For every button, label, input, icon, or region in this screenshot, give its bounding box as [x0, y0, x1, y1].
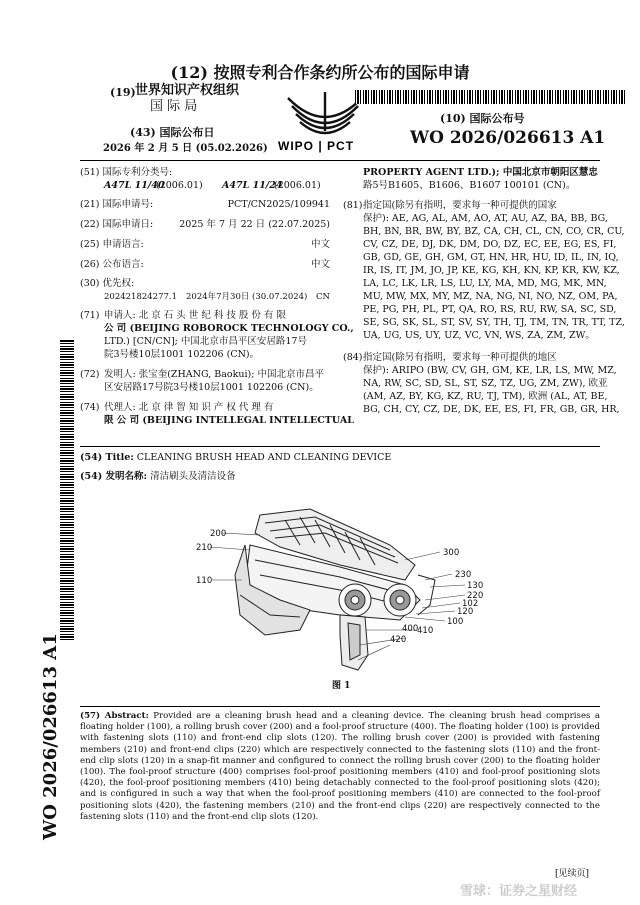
- fig-label-130: 130: [467, 581, 484, 591]
- f21-label: (21) 国际申请号:: [80, 199, 154, 210]
- f22-label: (22) 国际申请日:: [80, 219, 154, 230]
- fig-label-410: 410: [417, 626, 434, 636]
- f81-l10: SE, SG, SK, SL, ST, SV, SY, TH, TJ, TM, TN, TR, TT, TZ,: [363, 317, 625, 328]
- header-rule: [80, 160, 600, 161]
- vertical-pub-no: WO 2026/026613 A1: [40, 633, 61, 840]
- f81-l3: BH, BN, BR, BW, BY, BZ, CA, CH, CL, CN, CO, CR, CU,: [363, 226, 625, 237]
- f30-no: 202421824277.1: [104, 292, 178, 302]
- abstract-label: (57) Abstract:: [80, 711, 149, 721]
- title-cn-value: 清洁刷头及清洁设备: [150, 471, 236, 482]
- f72-label: (72): [80, 369, 100, 380]
- f84-l1: 指定国(除另有指明，要求每一种可提供的地区: [363, 352, 557, 363]
- f81-l7: LA, LC, LK, LR, LS, LU, LY, MA, MD, MG, MK, MN,: [363, 278, 607, 289]
- watermark: 雪球：证券之星财经: [460, 884, 578, 899]
- fig-label-220: 220: [467, 591, 484, 601]
- title-en-value: CLEANING BRUSH HEAD AND CLEANING DEVICE: [136, 452, 392, 463]
- f81-l2: 保护): AE, AG, AL, AM, AO, AT, AU, AZ, BA, BB, BG,: [363, 213, 608, 224]
- f51-v1b: (2006.01): [156, 180, 203, 191]
- fig-label-100: 100: [447, 617, 464, 627]
- f71-l2: 公 司 (BEIJING ROBOROCK TECHNOLOGY CO.,: [104, 323, 354, 334]
- agent-l2: 路5号B1605、B1606、B1607 100101 (CN)。: [363, 180, 576, 191]
- f84-l2: 保护): ARIPO (BW, CV, GH, GM, KE, LR, LS, MW, MZ,: [363, 365, 617, 376]
- f51-v2: A47L 11/24: [222, 180, 283, 191]
- title-cn-label: (54) 发明名称:: [80, 471, 148, 482]
- f21-value: PCT/CN2025/109941: [227, 199, 330, 210]
- title-en-label: (54) Title:: [80, 452, 134, 463]
- fig-label-120: 120: [457, 607, 474, 617]
- pub-no: WO 2026/026613 A1: [410, 128, 606, 148]
- titles-rule-top: [80, 446, 600, 447]
- pub-no-label: (10) 国际公布号: [440, 112, 525, 125]
- f81-l11: UA, UG, US, UY, UZ, VC, VN, WS, ZA, ZM, ZW。: [363, 330, 595, 341]
- f71-label: (71): [80, 310, 100, 321]
- document-type-title: (12) 按照专利合作条约所公布的国际申请: [170, 63, 470, 82]
- f81-l9: PE, PG, PH, PL, PT, QA, RO, RS, RU, RW, SA, SC, SD,: [363, 304, 617, 315]
- fig-label-200: 200: [210, 529, 227, 539]
- continued-label: [见续页]: [555, 869, 590, 879]
- fig-label-420: 420: [390, 635, 407, 645]
- figure-caption: 图 1: [332, 681, 351, 691]
- f81-label: (81): [343, 200, 363, 211]
- f71-l4: 院3号楼10层1001 102206 (CN)。: [104, 349, 260, 360]
- fig-label-230: 230: [455, 570, 472, 580]
- agent-l1: PROPERTY AGENT LTD.); 中国北京市朝阳区慧忠: [363, 167, 598, 178]
- f30-cc: CN: [316, 292, 330, 302]
- vertical-barcode: [60, 340, 74, 640]
- f26-value: 中文: [310, 259, 330, 270]
- patent-figure: [190, 505, 490, 680]
- pub-date: 2026 年 2 月 5 日 (05.02.2026): [103, 143, 268, 154]
- f51-v2b: (2006.01): [274, 180, 321, 191]
- f84-label: (84): [343, 352, 363, 363]
- fig-label-210: 210: [196, 543, 213, 553]
- fig-label-110: 110: [196, 576, 213, 586]
- org-code: (19): [110, 86, 136, 99]
- f74-label: (74): [80, 402, 100, 413]
- f30-date: 2024年7月30日 (30.07.2024): [186, 292, 308, 302]
- fig-label-102: 102: [462, 599, 479, 609]
- f30-label: (30) 优先权:: [80, 278, 135, 289]
- org-bureau: 国 际 局: [150, 99, 198, 114]
- f74-l2: 限 公 司 (BEIJING INTELLEGAL INTELLECTUAL: [104, 415, 354, 426]
- fig-label-400: 400: [402, 624, 419, 634]
- barcode: [355, 90, 625, 104]
- f25-value: 中文: [310, 239, 330, 250]
- f81-l1: 指定国(除另有指明，要求每一种可提供的国家: [363, 200, 557, 211]
- f81-l5: GB, GD, GE, GH, GM, GT, HN, HR, HU, ID, IL, IN, IQ,: [363, 252, 619, 263]
- f51-label: (51) 国际专利分类号:: [80, 167, 173, 178]
- abstract: [80, 711, 600, 823]
- f84-l4: (AM, AZ, BY, KG, KZ, RU, TJ, TM), 欧洲 (AL, AT, BE,: [363, 391, 608, 402]
- f84-l5: BG, CH, CY, CZ, DE, DK, EE, ES, FI, FR, GB, GR, HR,: [363, 404, 620, 415]
- f71-l1: 申请人: 北 京 石 头 世 纪 科 技 股 份 有 限: [104, 310, 286, 321]
- f84-l3: NA, RW, SC, SD, SL, ST, SZ, TZ, UG, ZM, ZW), 欧亚: [363, 378, 608, 389]
- f51-v1: A47L 11/40: [104, 180, 165, 191]
- wipo-label: WIPO | PCT: [278, 139, 355, 153]
- f26-label: (26) 公布语言:: [80, 259, 144, 270]
- f25-label: (25) 申请语言:: [80, 239, 144, 250]
- f74-l1: 代理人: 北 京 律 智 知 识 产 权 代 理 有: [104, 402, 274, 413]
- f81-l4: CV, CZ, DE, DJ, DK, DM, DO, DZ, EC, EE, EG, ES, FI,: [363, 239, 617, 250]
- fig-label-300: 300: [443, 548, 460, 558]
- pub-date-label: (43) 国际公布日: [130, 126, 215, 139]
- f81-l8: MU, MW, MX, MY, MZ, NA, NG, NI, NO, NZ, OM, PA,: [363, 291, 618, 302]
- f71-l3: LTD.) [CN/CN]; 中国北京市昌平区安居路17号: [104, 336, 307, 347]
- f22-value: 2025 年 7 月 22 日 (22.07.2025): [179, 219, 330, 230]
- f81-l6: IR, IS, IT, JM, JO, JP, KE, KG, KH, KN, KP, KR, KW, KZ,: [363, 265, 620, 276]
- abstract-text: Provided are a cleaning brush head and a cleaning device. The cleaning brush head comprises a floating holder (100), a rolling brush cover (200) and a fool-proof structure (400). The floating holder (100) is provided with fastening slots (110) and front-end clip slots (120). The rolling brush cover (200) is provided with fastening members (210) and front-end clips (220) which are respectively connected to the fastening slots (110) and the front-end clip slots (120) in a snap-fit manner and configured to connect the rolling brush cover (200) to the floating holder (100). The fool-proof structure (400) comprises fool-proof positioning members (410) and fool-proof positioning slots (420), the fool-proof positioning members (410) being detachably connected to the fool-proof positioning slots (420); and is configured in such a way that when the fool-proof positioning members (410) are connected to the fool-proof positioning slots (420), the fastening members (210) and the front-end clips (220) are respectively connected to the fastening slots (110) and the front-end clip slots (120).: [80, 711, 601, 822]
- org-name: 世界知识产权组织: [135, 83, 240, 98]
- f72-l2: 区安居路17号院3号楼10层1001 102206 (CN)。: [104, 382, 319, 393]
- f72-l1: 发明人: 张宝奎(ZHANG, Baokui); 中国北京市昌平: [104, 369, 324, 380]
- abstract-rule: [80, 706, 600, 707]
